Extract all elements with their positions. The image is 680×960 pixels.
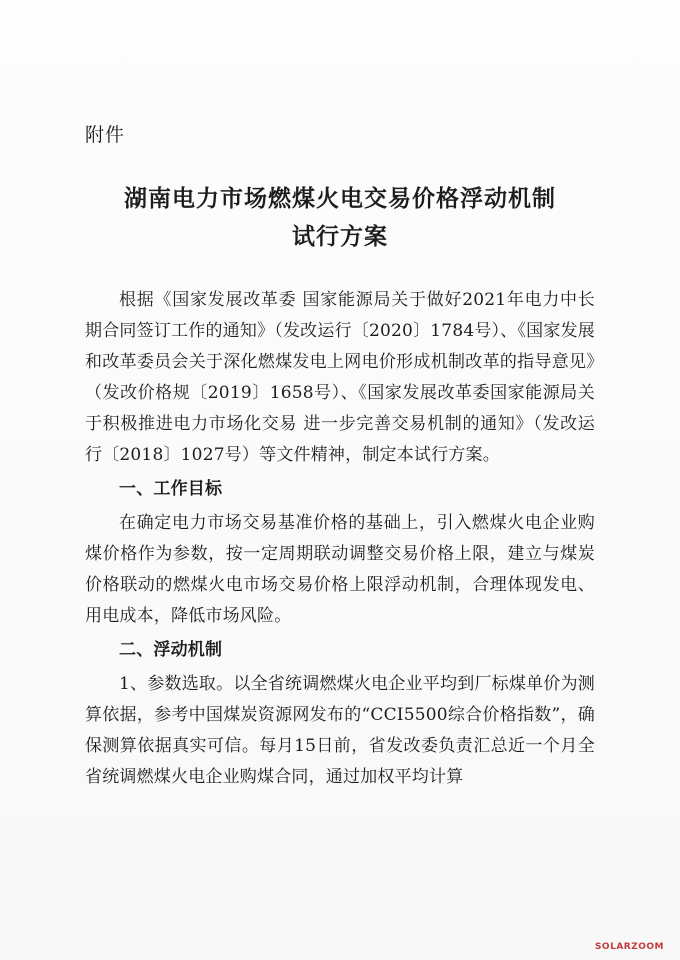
section-heading-goals: 一、工作目标 [119, 479, 223, 499]
attachment-label: 附件 [85, 124, 126, 146]
document-body [85, 285, 595, 793]
watermark-logo: SOLARZOOM [594, 942, 664, 952]
paragraph-basis: 根据《国家发展改革委 国家能源局关于做好2021年电力中长期合同签订工作的通知》（发改运行〔2020〕1784号）、《国家发展和改革委员会关于深化燃煤发电上网电价形成机制改革的指导意见》（发改价格规〔2019〕1658号）、《国家发展改革委国家能源局关于积极推进电力市场化交易 进一步完善交易机制的通知》（发改运行〔2018〕1027号）等文件精神，制定本试行方案。 [85, 290, 595, 465]
paragraph-goals: 在确定电力市场交易基准价格的基础上，引入燃煤火电企业购煤价格作为参数，按一定周期联动调整交易价格上限，建立与煤炭价格联动的燃煤火电市场交易价格上限浮动机制，合理体现发电、用电成本，降低市场风险。 [85, 513, 595, 626]
document-subtitle: 试行方案 [292, 223, 388, 250]
section-heading-mechanism: 二、浮动机制 [119, 640, 223, 660]
paragraph-parameters: 1、参数选取。以全省统调燃煤火电企业平均到厂标煤单价为测算依据，参考中国煤炭资源网发布的“CCI5500综合价格指数”，确保测算依据真实可信。每月15日前，省发改委负责汇总近一个月全省统调燃煤火电企业购煤合同，通过加权平均计算 [85, 674, 595, 787]
document-title: 湖南电力市场燃煤火电交易价格浮动机制 [124, 185, 556, 212]
